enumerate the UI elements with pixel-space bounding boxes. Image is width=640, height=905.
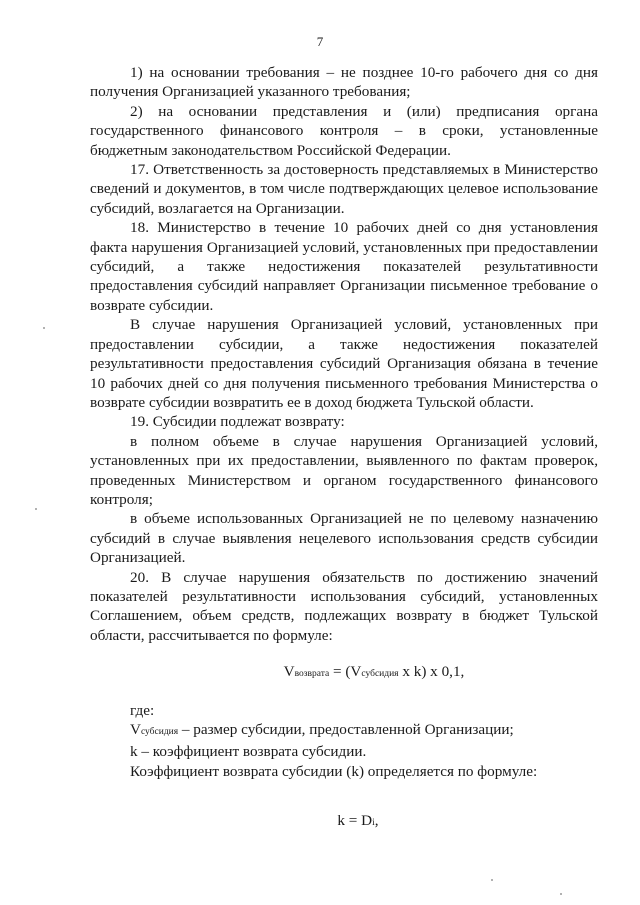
page-number: 7 [316, 34, 324, 49]
definition-sub: субсидия [140, 727, 179, 737]
definition-text: – коэффициент возврата субсидии. [137, 743, 367, 761]
where-label: где: [130, 701, 155, 719]
paragraph-17: 17. Ответственность за достоверность представляемых в Министерство сведений и документов, в том числе подтверждающих целевое использование субсидий, возлагается на Организации. [90, 161, 598, 217]
paragraph-full-volume: в полном объеме в случае нарушения Организацией условий, установленных при их предоставлении, выявленного по фактам проверок, проведенных Министерством и органом государственного финансового контроля; [90, 432, 598, 508]
document-body [90, 63, 598, 834]
scan-speck [560, 893, 562, 895]
paragraph-violation: В случае нарушения Организацией условий, установленных при предоставлении субсидии, а также недостижения показателей результативности предоставления субсидий Организация обязана в течение 10 рабочих дней со дня получения письменного требования Министерства о возврате субсидии возвратить ее в доход бюджета Тульской области. [90, 316, 598, 411]
definition-text: – размер субсидии, предоставленной Организации; [178, 721, 514, 738]
formula-v: V [283, 663, 295, 681]
paragraph-18: 18. Министерство в течение 10 рабочих дней со дня установления факта нарушения Организацией условий, установленных при предоставлении субсидий, а также недостижения показателей результативности предоставления субсидий направляет Организации письменное требование о возврате субсидии. [90, 219, 598, 314]
formula-coefficient [90, 811, 598, 833]
paragraph-1: 1) на основании требования – не позднее 10-го рабочего дня со дня получения Организацией указанного требования; [90, 64, 598, 101]
coefficient-intro: Коэффициент возврата субсидии (k) определяется по формуле: [130, 762, 538, 780]
formula-tail: x k) x 0,1, [398, 663, 465, 681]
definition-v-subsidy [90, 720, 598, 742]
scan-speck [43, 327, 45, 329]
scan-speck [35, 508, 37, 510]
paragraph-2: 2) на основании представления и (или) предписания органа государственного финансового контроля – в сроки, установленные бюджетным законодательством Российской Федерации. [90, 102, 598, 159]
definition-k [90, 742, 598, 761]
formula2-sub: i [372, 818, 375, 829]
paragraph-19: 19. Субсидии подлежат возврату: [130, 413, 345, 431]
definition-symbol: V [130, 721, 141, 738]
paragraph-used-volume: в объеме использованных Организацией не по целевому назначению субсидий в случае выявления нецелевого использования средств субсидии Организацией. [90, 510, 598, 567]
formula2-lhs: k = D [337, 812, 373, 830]
formula2-tail: , [374, 812, 379, 830]
scan-speck [491, 879, 493, 881]
formula-mid: = (V [329, 663, 362, 681]
definition-symbol: k [130, 743, 138, 761]
formula-sub-return: возврата [294, 669, 330, 680]
formula-sub-subsidy: субсидия [361, 669, 399, 680]
paragraph-20: 20. В случае нарушения обязательств по достижению значений показателей результативности использования субсидий, установленных Соглашением, объем средств, подлежащих возврату в бюджет Тульской области, рассчитывается по формуле: [90, 568, 598, 644]
formula-return-volume [90, 662, 598, 684]
